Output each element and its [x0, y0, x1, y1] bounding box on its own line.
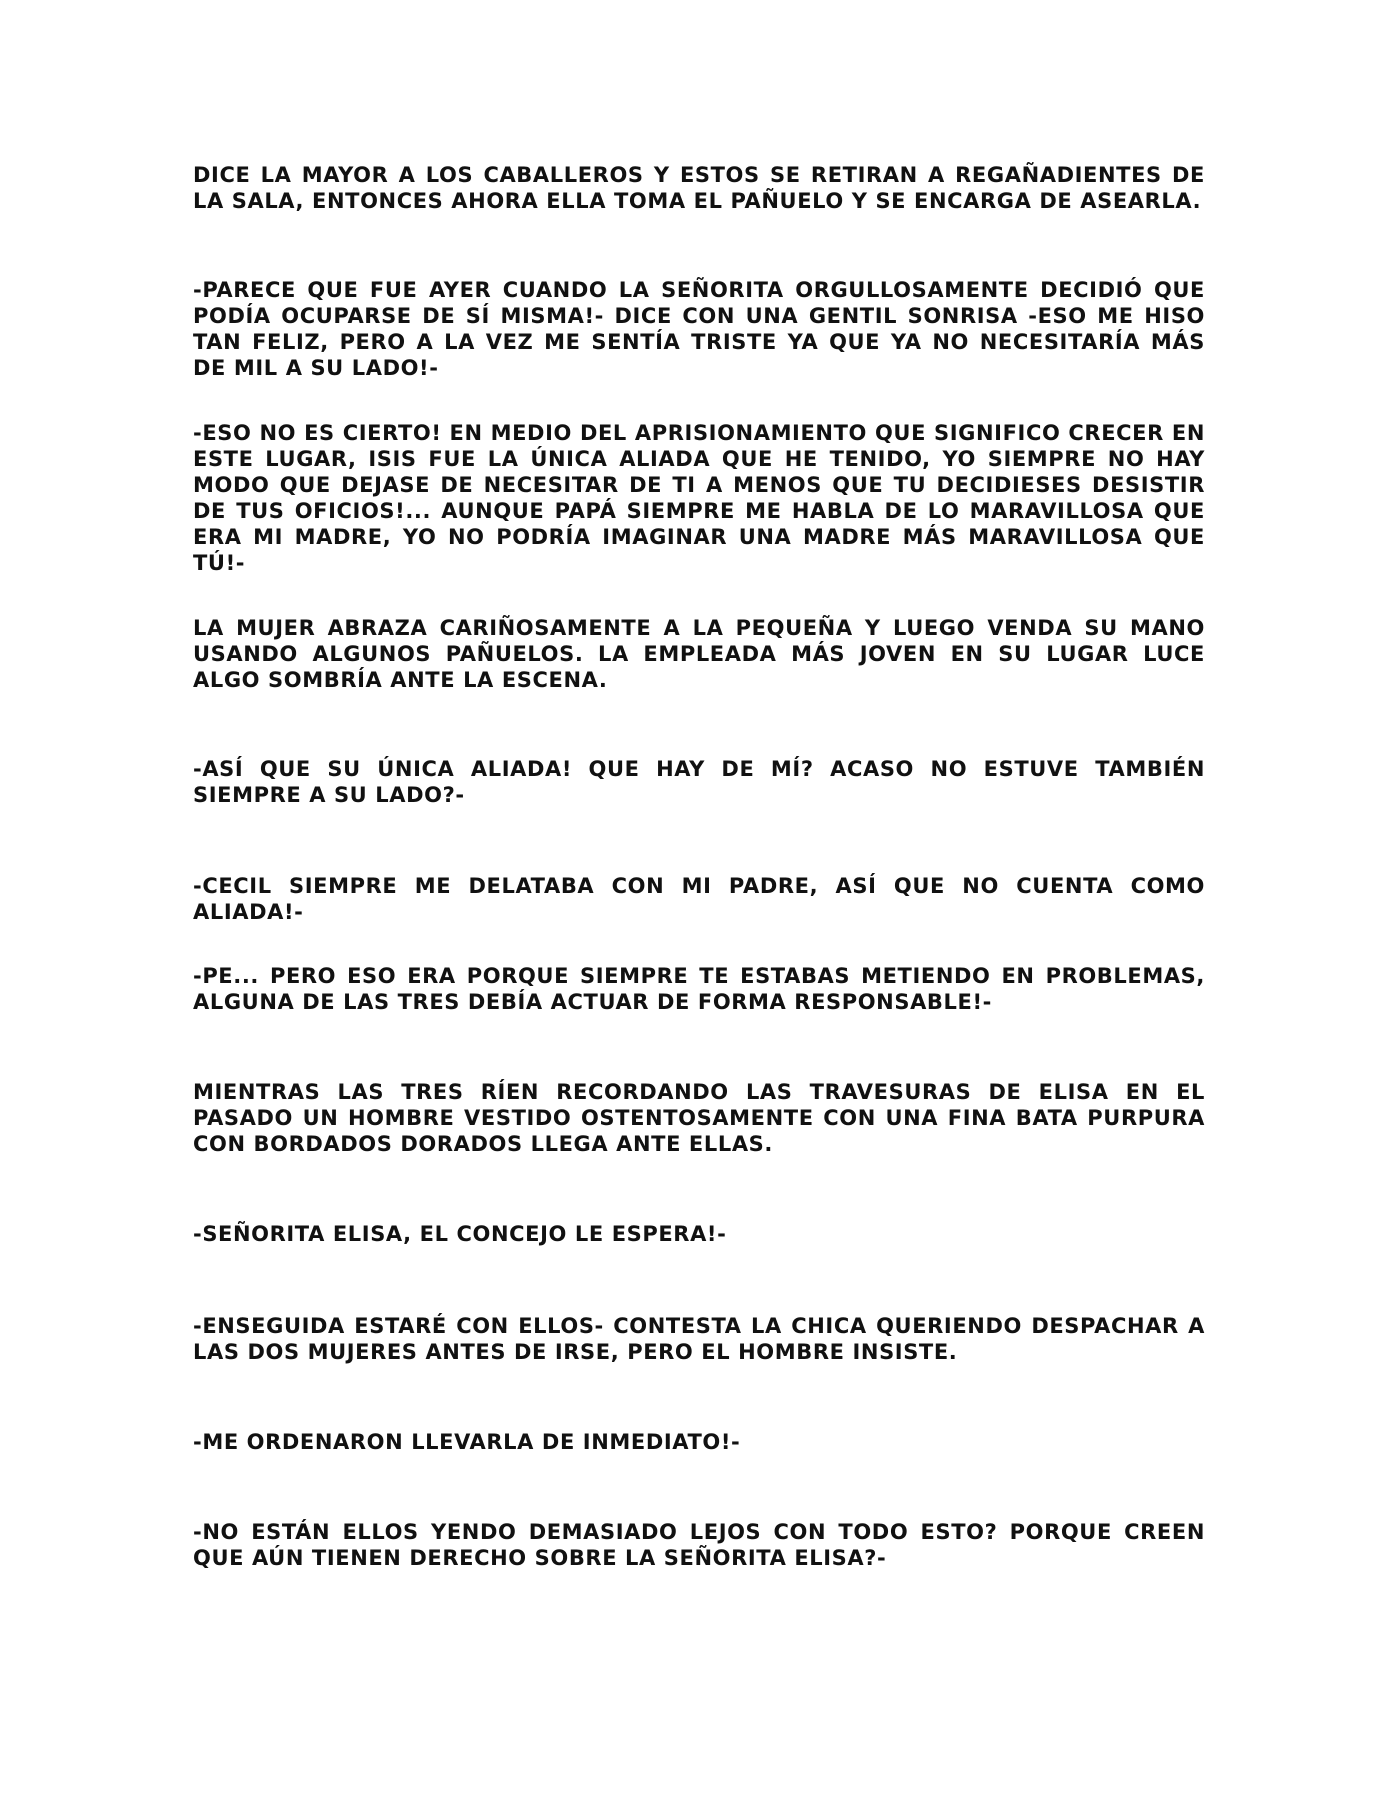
paragraph-8: MIENTRAS LAS TRES RÍEN RECORDANDO LAS TRAVESURAS DE ELISA EN EL PASADO UN HOMBRE VESTIDO OSTENTOSAMENTE CON UNA FINA BATA PURPURA CON BORDADOS DORADOS LLEGA ANTE ELLAS. — [193, 1080, 1205, 1156]
paragraph-1: DICE LA MAYOR A LOS CABALLEROS Y ESTOS SE RETIRAN A REGAÑADIENTES DE LA SALA, ENTONCES AHORA ELLA TOMA EL PAÑUELO Y SE ENCARGA DE ASEARLA. — [193, 163, 1205, 213]
paragraph-4: LA MUJER ABRAZA CARIÑOSAMENTE A LA PEQUEÑA Y LUEGO VENDA SU MANO USANDO ALGUNOS PAÑUELOS. LA EMPLEADA MÁS JOVEN EN SU LUGAR LUCE ALGO SOMBRÍA ANTE LA ESCENA. — [193, 616, 1205, 692]
paragraph-5: -ASÍ QUE SU ÚNICA ALIADA! QUE HAY DE MÍ? ACASO NO ESTUVE TAMBIÉN SIEMPRE A SU LADO?- — [193, 757, 1205, 807]
paragraph-6: -CECIL SIEMPRE ME DELATABA CON MI PADRE, ASÍ QUE NO CUENTA COMO ALIADA!- — [193, 874, 1205, 924]
paragraph-10: -ENSEGUIDA ESTARÉ CON ELLOS- CONTESTA LA CHICA QUERIENDO DESPACHAR A LAS DOS MUJERES ANTES DE IRSE, PERO EL HOMBRE INSISTE. — [193, 1314, 1205, 1364]
paragraph-3: -ESO NO ES CIERTO! EN MEDIO DEL APRISIONAMIENTO QUE SIGNIFICO CRECER EN ESTE LUGAR, ISIS FUE LA ÚNICA ALIADA QUE HE TENIDO, YO SIEMPRE NO HAY MODO QUE DEJASE DE NECESITAR DE TI A MENOS QUE TU DECIDIESES DESISTIR DE TUS OFICIOS!... AUNQUE PAPÁ SIEMPRE ME HABLA DE LO MARAVILLOSA QUE ERA MI MADRE, YO NO PODRÍA IMAGINAR UNA MADRE MÁS MARAVILLOSA QUE TÚ!- — [193, 421, 1205, 575]
paragraph-7: -PE... PERO ESO ERA PORQUE SIEMPRE TE ESTABAS METIENDO EN PROBLEMAS, ALGUNA DE LAS TRES DEBÍA ACTUAR DE FORMA RESPONSABLE!- — [193, 964, 1205, 1014]
paragraph-9: -SEÑORITA ELISA, EL CONCEJO LE ESPERA!- — [193, 1222, 727, 1246]
paragraph-11: -ME ORDENARON LLEVARLA DE INMEDIATO!- — [193, 1430, 741, 1454]
paragraph-12: -NO ESTÁN ELLOS YENDO DEMASIADO LEJOS CON TODO ESTO? PORQUE CREEN QUE AÚN TIENEN DERECHO SOBRE LA SEÑORITA ELISA?- — [193, 1520, 1205, 1570]
paragraph-2: -PARECE QUE FUE AYER CUANDO LA SEÑORITA ORGULLOSAMENTE DECIDIÓ QUE PODÍA OCUPARSE DE SÍ MISMA!- DICE CON UNA GENTIL SONRISA -ESO ME HISO TAN FELIZ, PERO A LA VEZ ME SENTÍA TRISTE YA QUE YA NO NECESITARÍA MÁS DE MIL A SU LADO!- — [193, 278, 1205, 380]
